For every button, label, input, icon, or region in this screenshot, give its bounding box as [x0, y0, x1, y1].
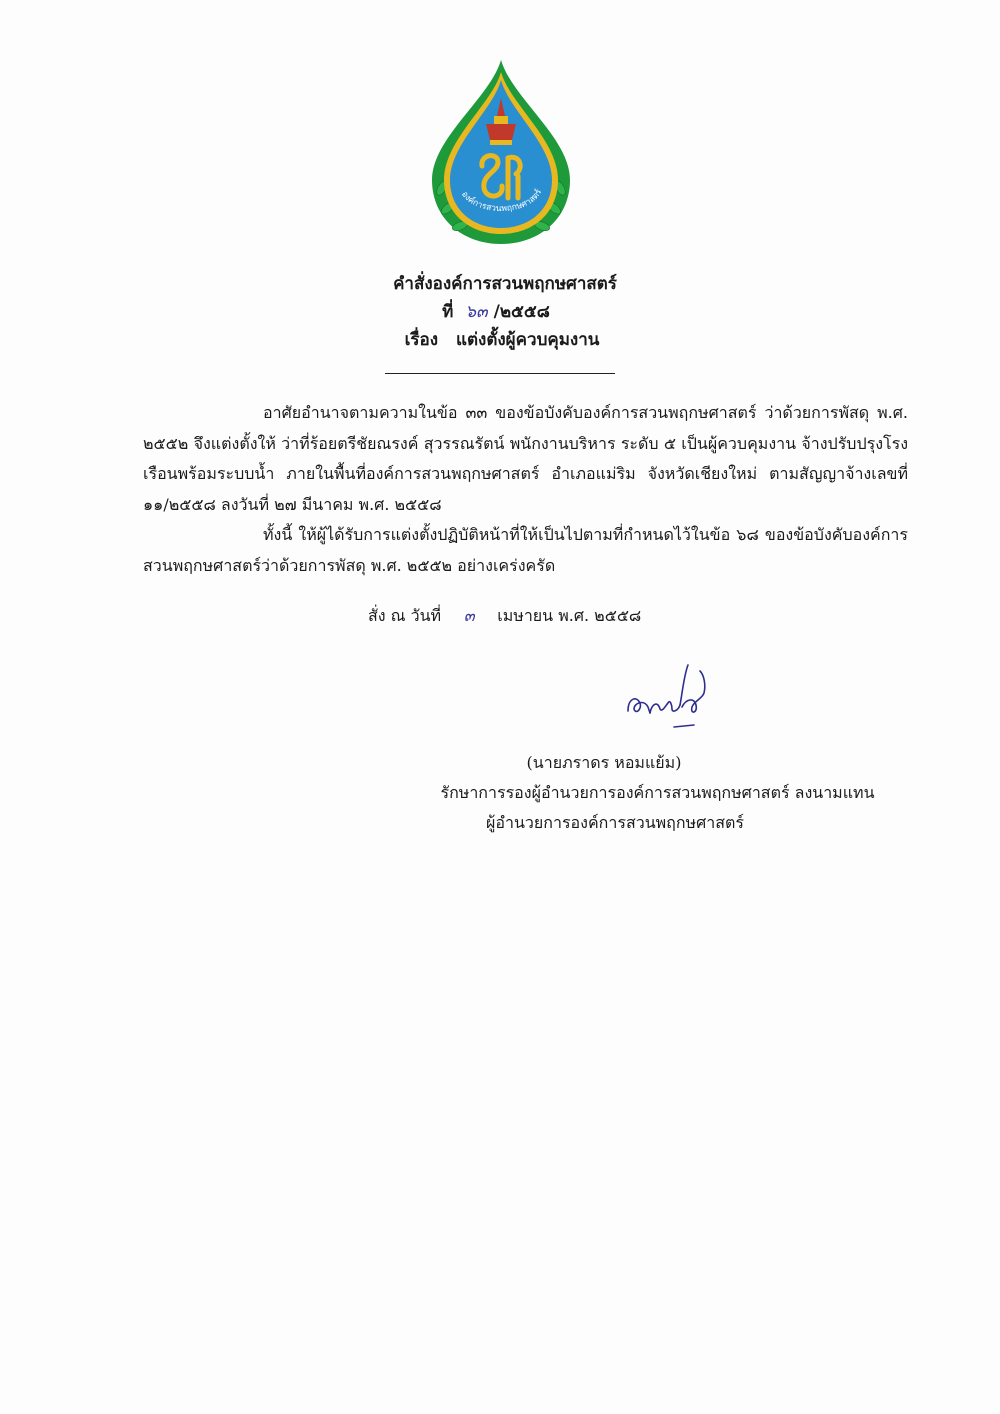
body-paragraph-2 — [143, 520, 908, 581]
order-body — [143, 398, 908, 581]
organization-emblem-icon — [420, 58, 582, 248]
signer-name: (นายภราดร หอมแย้ม) — [526, 753, 682, 772]
body-paragraph-2-text: ทั้งนี้ ให้ผู้ได้รับการแต่งตั้งปฏิบัติหน้าที่ให้เป็นไปตามที่กำหนดไว้ในข้อ ๖๘ ของข้อบังคับองค์การสวนพฤกษศาสตร์ว่าด้วยการพัสดุ พ.ศ. ๒๕๕๒ อย่างเคร่งครัด — [143, 525, 908, 575]
subject-text: แต่งตั้งผู้ควบคุมงาน — [456, 330, 600, 350]
signer-position-line-2: ผู้อำนวยการองค์การสวนพฤกษศาสตร์ — [486, 813, 744, 832]
order-date — [368, 602, 641, 630]
body-paragraph-1 — [143, 398, 908, 520]
handwritten-signature-icon — [622, 655, 712, 731]
body-paragraph-1-text: อาศัยอำนาจตามความในข้อ ๓๓ ของข้อบังคับองค์การสวนพฤกษศาสตร์ ว่าด้วยการพัสดุ พ.ศ. ๒๕๕๒ จึงแต่งตั้งให้ ว่าที่ร้อยตรีชัยณรงค์ สุวรรณรัตน์ พนักงานบริหาร ระดับ ๕ เป็นผู้ควบคุมงาน จ้างปรับปรุงโรงเรือนพร้อมระบบน้ำ ภายในพื้นที่องค์การสวนพฤกษศาสตร์ อำเภอแม่ริม จังหวัดเชียงใหม่ ตามสัญญาจ้างเลขที่ ๑๑/๒๕๕๘ ลงวันที่ ๒๗ มีนาคม พ.ศ. ๒๕๕๘ — [143, 403, 908, 514]
subject-label: เรื่อง — [404, 330, 439, 350]
order-subject — [4, 326, 1000, 354]
order-number-suffix: /๒๕๕๘ — [493, 302, 550, 322]
order-header — [0, 270, 1000, 354]
header-divider — [385, 373, 615, 374]
date-month-year: เมษายน พ.ศ. ๒๕๕๘ — [497, 606, 642, 625]
order-number-handwritten: ๖๓ — [465, 302, 488, 322]
order-number — [0, 298, 1000, 326]
signer-block — [380, 748, 980, 838]
signer-position-line-1: รักษาการรองผู้อำนวยการองค์การสวนพฤกษศาสตร์ ลงนามแทน — [440, 783, 875, 802]
order-number-prefix: ที่ — [442, 302, 454, 322]
date-day-handwritten: ๓ — [463, 606, 475, 625]
emblem-ring-text: องค์การสวนพฤกษศาสตร์ — [459, 187, 545, 215]
order-title: คำสั่งองค์การสวนพฤกษศาสตร์ — [393, 274, 617, 294]
date-prefix: สั่ง ณ วันที่ — [368, 606, 442, 625]
